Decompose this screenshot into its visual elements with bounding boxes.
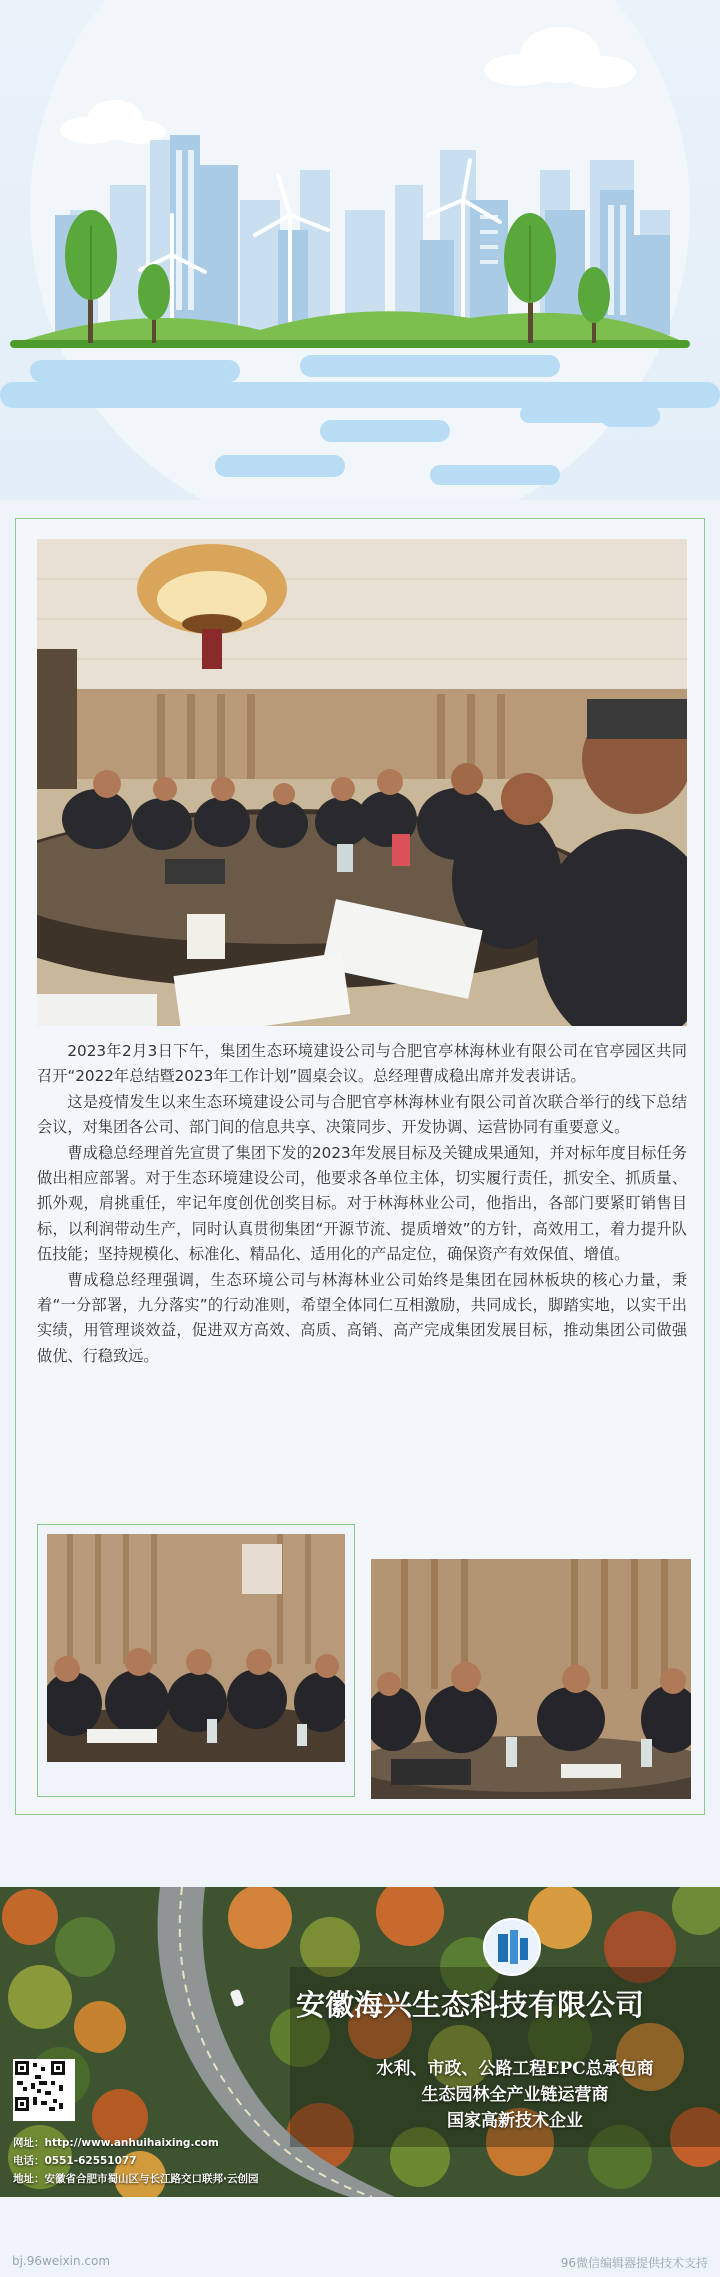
article-body xyxy=(37,1039,687,1369)
article-paragraph-2: 这是疫情发生以来生态环境建设公司与合肥官亭林海林业有限公司首次联合举行的线下总结会议，对集团各公司、部门间的信息共享、决策同步、开发协调、运营协同有重要意义。 xyxy=(37,1092,687,1137)
tagline-garden: 生态园林全产业链运营商 xyxy=(421,2085,609,2105)
city-skyline-illustration xyxy=(0,0,720,500)
article-paragraph-1: 2023年2月3日下午，集团生态环境建设公司与合肥官亭林海林业有限公司在官亭园区共同召开“2022年总结暨2023年工作计划”圆桌会议。总经理曹成稳出席并发表讲话。 xyxy=(37,1042,687,1086)
article-paragraph-4: 曹成稳总经理强调，生态环境公司与林海林业公司始终是集团在园林板块的核心力量，秉着“一分部署，九分落实”的行动准则，希望全体同仁互相激励，共同成长，脚踏实地，以实干出实绩，用管理谈效益，促进双方高效、高质、高销、高产完成集团发展目标，推动集团公司做强做优、行稳致远。 xyxy=(37,1270,687,1365)
meeting-photo-left xyxy=(47,1534,345,1762)
article-card xyxy=(15,518,705,1815)
company-banner xyxy=(0,1887,720,2197)
contact-website[interactable]: 网址：http://www.anhuihaixing.com xyxy=(13,2137,219,2149)
footer-credit: 96微信编辑器提供技术支持 xyxy=(560,2256,708,2270)
forest-road-aerial-image xyxy=(0,1887,720,2197)
company-name: 安徽海兴生态科技有限公司 xyxy=(296,1988,645,2022)
contact-address: 地址：安徽省合肥市蜀山区与长江路交口联邦·云创园 xyxy=(13,2173,259,2185)
footer-site-link[interactable]: bj.96weixin.com xyxy=(12,2254,111,2268)
contact-phone: 电话：0551-62551077 xyxy=(13,2155,137,2167)
meeting-photo-main xyxy=(37,539,687,1026)
tagline-epc: 水利、市政、公路工程EPC总承包商 xyxy=(376,2059,654,2079)
qr-code-icon[interactable] xyxy=(13,2059,75,2121)
ground-line xyxy=(10,340,690,348)
header-illustration xyxy=(0,0,720,500)
meeting-photo-right xyxy=(371,1559,691,1799)
article-paragraph-3: 曹成稳总经理首先宣贯了集团下发的2023年发展目标及关键成果通知，并对标年度目标任务做出相应部署。对于生态环境建设公司，他要求各单位主体，切实履行责任，抓安全、抓质量、抓外观，肩挑重任，牢记年度创优创奖目标。对于林海林业公司，他指出，各部门要紧盯销售目标，以利润带动生产，同时认真贯彻集团“开源节流、提质增效”的方针，高效用工，着力提升队伍技能；坚持规模化、标准化、精品化、适用化的产品定位，确保资产有效保值、增值。 xyxy=(37,1143,687,1264)
editor-footer xyxy=(0,2245,720,2277)
framed-photo-left xyxy=(37,1524,355,1797)
tagline-hightech: 国家高新技术企业 xyxy=(447,2111,583,2131)
company-logo-icon xyxy=(483,1918,541,1976)
